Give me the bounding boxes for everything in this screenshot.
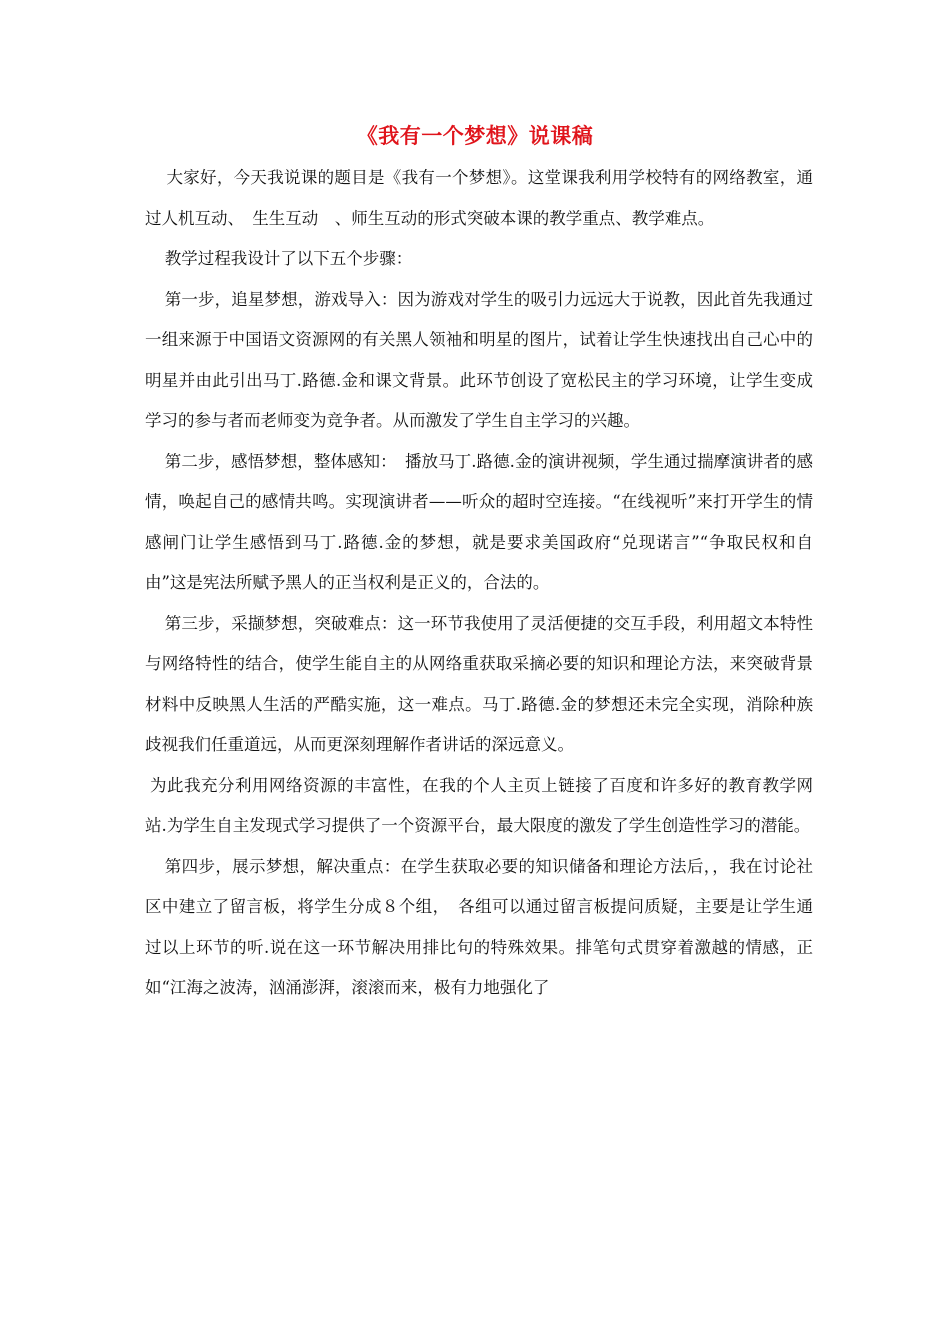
- paragraph-step-two: 第二步，感悟梦想，整体感知： 播放马丁.路德.金的演讲视频，学生通过揣摩演讲者的感情，唤起自己的感情共鸣。实现演讲者——听众的超时空连接。“在线视听”来打开学生的情感闸门让学生感悟到马丁.路德.金的梦想，就是要求美国政府“兑现诺言”“争取民权和自由”这是宪法所赋予黑人的正当权利是正义的，合法的。: [145, 451, 813, 592]
- paragraph-step-one: 第一步，追星梦想，游戏导入：因为游戏对学生的吸引力远远大于说教，因此首先我通过一组来源于中国语文资源网的有关黑人领袖和明星的图片，试着让学生快速找出自己心中的明星并由此引出马丁.路德.金和课文背景。此环节创设了宽松民主的学习环境，让学生变成学习的参与者而老师变为竞争者。从而激发了学生自主学习的兴趣。: [145, 289, 813, 430]
- paragraph-intro: 大家好，今天我说课的题目是《我有一个梦想》。这堂课我利用学校特有的网络教室，通过人机互动、 生生互动 、师生互动的形式突破本课的教学重点、教学难点。: [145, 168, 813, 228]
- document-title: 《我有一个梦想》说课稿: [356, 123, 594, 148]
- paragraph-step-three: 第三步，采撷梦想，突破难点：这一环节我使用了灵活便捷的交互手段，利用超文本特性与网络特性的结合，使学生能自主的从网络重获取采摘必要的知识和理论方法，来突破背景材料中反映黑人生活的严酷实施，这一难点。马丁.路德.金的梦想还未完全实现，消除种族歧视我们任重道远，从而更深刻理解作者讲话的深远意义。: [145, 613, 813, 754]
- document-body: [145, 158, 813, 1009]
- paragraph-resources: 为此我充分利用网络资源的丰富性，在我的个人主页上链接了百度和许多好的教育教学网站.为学生自主发现式学习提供了一个资源平台，最大限度的激发了学生创造性学习的潜能。: [145, 775, 813, 835]
- paragraph-step-four: 第四步，展示梦想，解决重点：在学生获取必要的知识储备和理论方法后，，我在讨论社区中建立了留言板，将学生分成８个组， 各组可以通过留言板提问质疑，主要是让学生通过以上环节的听.说在这一环节解决用排比句的特殊效果。排笔句式贯穿着激越的情感，正如“江海之波涛，汹涌澎湃，滚滚而来，极有力地强化了: [145, 856, 813, 997]
- paragraph-steps-overview: 教学过程我设计了以下五个步骤：: [164, 249, 413, 268]
